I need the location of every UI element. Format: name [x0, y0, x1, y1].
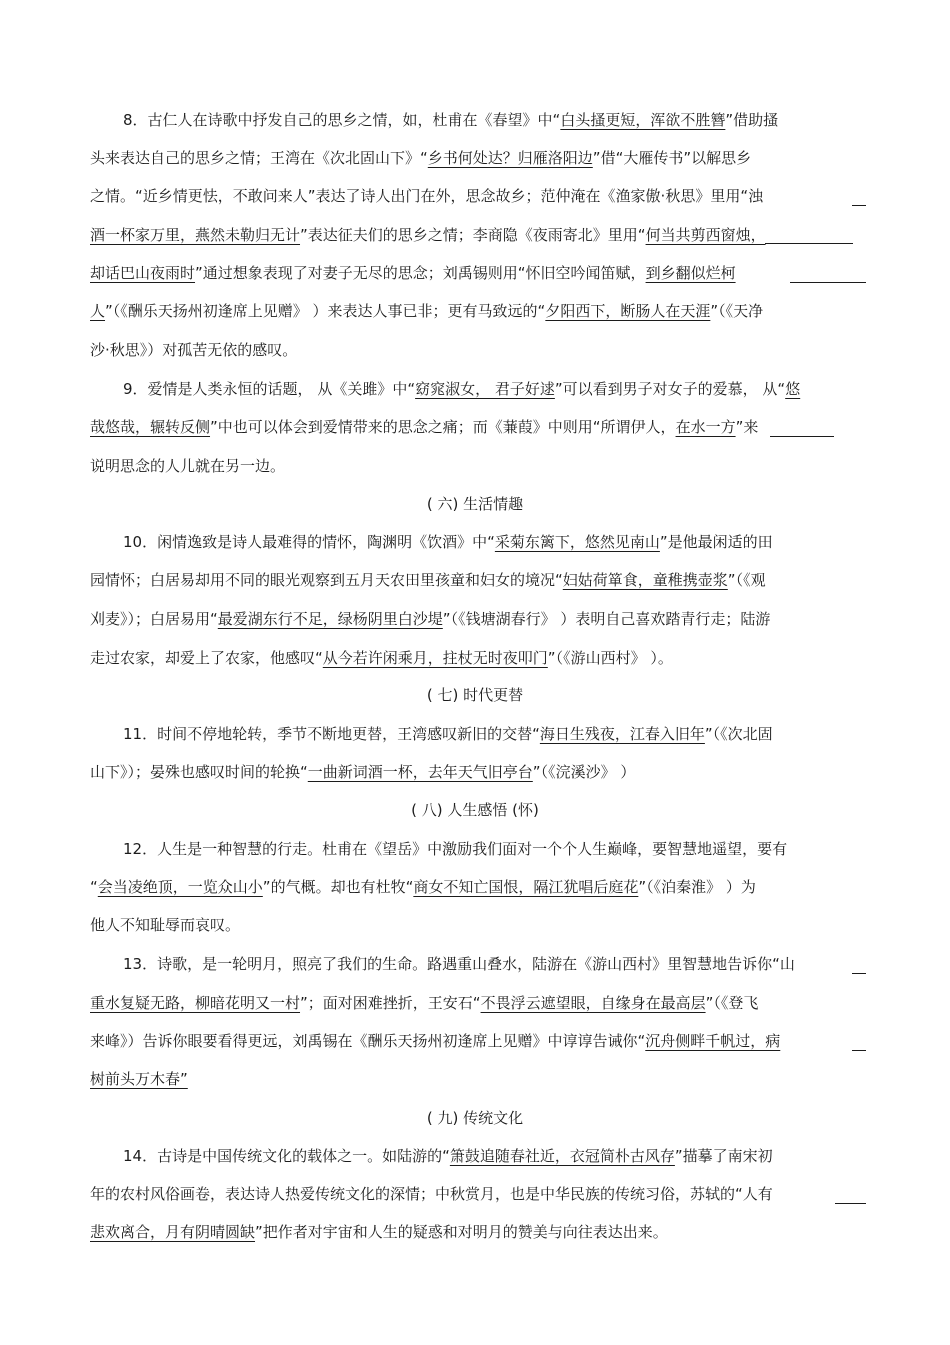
q8-line-1 [123, 110, 778, 130]
answer-text: 窈窕淑女， 君子好逑 [415, 380, 555, 398]
q12-text: 12．人生是一种智慧的行走。杜甫在《望岳》中激励我们面对一个个人生巅峰，要智慧地遥望，要有 [123, 840, 788, 858]
q8-text: ”借助搔 [725, 111, 779, 129]
q8-text: ”（《酬乐天扬州初逢席上见赠》 ）来表达人事已非；更有马致远的“ [105, 302, 546, 320]
section-heading-9: ( 九) 传统文化 [426, 1109, 524, 1127]
q14-text: ”把作者对宇宙和人生的疑惑和对明月的赞美与向往表达出来。 [255, 1223, 668, 1241]
q9-line-2 [90, 417, 758, 437]
answer-text: 妇姑荷箪食，童稚携壶浆 [562, 571, 728, 589]
q9-text: 说明思念的人儿就在另一边。 [90, 457, 286, 475]
answer-blank-line [790, 282, 866, 283]
q12-text: ”（《泊秦淮》 ）为 [638, 878, 756, 896]
answer-blank-line [770, 436, 834, 437]
q9-text: ”可以看到男子对女子的爱慕， 从“ [554, 380, 786, 398]
q8-line-4 [90, 225, 766, 245]
answer-blank-line [852, 1050, 866, 1051]
answer-text: 却话巴山夜雨时 [90, 264, 196, 282]
answer-text: 树前头万木春” [90, 1070, 188, 1088]
q8-text: ”表达征夫们的思乡之情；李商隐《夜雨寄北》里用“ [300, 226, 646, 244]
answer-text: 乡书何处达？归雁洛阳边 [427, 149, 593, 167]
answer-text: 悠 [785, 380, 801, 398]
q9-text: 9．爱情是人类永恒的话题， 从《关雎》中“ [123, 380, 416, 398]
answer-text: 何当共剪西窗烛， [645, 226, 766, 244]
q11-line-2 [90, 762, 635, 782]
answer-text: 采菊东篱下，悠然见南山 [494, 533, 660, 551]
answer-text: 海日生残夜，江春入旧年 [539, 725, 705, 743]
q12-line-1 [123, 839, 787, 859]
q10-text: ”（《钱塘湖春行》 ）表明自己喜欢踏青行走；陆游 [442, 610, 771, 628]
q10-line-1 [123, 532, 773, 552]
q10-text: 走过农家，却爱上了农家，他感叹“ [90, 649, 323, 667]
q9-line-1 [123, 379, 800, 399]
q8-line-7 [90, 340, 297, 360]
answer-text: 人 [90, 302, 106, 320]
q8-line-3 [90, 186, 763, 206]
answer-text: 夕阳西下，断肠人在天涯 [545, 302, 711, 320]
section-heading-6: ( 六) 生活情趣 [426, 495, 524, 513]
answer-blank-line [852, 973, 866, 974]
q10-text: ”（《观 [727, 571, 766, 589]
answer-text: 箫鼓追随春社近，衣冠简朴古风存 [449, 1147, 675, 1165]
q13-text: ”；面对困难挫折，王安石“ [300, 994, 481, 1012]
q9-text: ”中也可以体会到爱情带来的思念之痛；而《蒹葭》中则用“所谓伊人， [210, 418, 676, 436]
q11-text: 11．时间不停地轮转，季节不断地更替，王湾感叹新旧的交替“ [123, 725, 540, 743]
q8-line-2 [90, 148, 751, 168]
answer-text: 到乡翻似烂柯 [645, 264, 736, 282]
answer-text: 酒一杯家万里，燕然未勒归无计 [90, 226, 301, 244]
q13-line-4 [90, 1069, 188, 1089]
q10-text: 10．闲情逸致是诗人最难得的情怀，陶渊明《饮酒》中“ [123, 533, 495, 551]
answer-text: 沉舟侧畔千帆过，病 [645, 1032, 781, 1050]
q12-line-2 [90, 877, 756, 897]
q10-line-2 [90, 570, 766, 590]
q13-text: ”（《登飞 [705, 994, 759, 1012]
q11-text: ”（《次北固 [704, 725, 773, 743]
q8-text: ”通过想象表现了对妻子无尽的思念；刘禹锡则用“怀旧空吟闻笛赋， [195, 264, 646, 282]
answer-blank-line [765, 243, 853, 244]
section-heading-8: ( 八) 人生感悟 (怀) [411, 801, 539, 819]
answer-text: 商女不知亡国恨，隔江犹唱后庭花 [413, 878, 639, 896]
answer-blank-line [852, 205, 866, 206]
q12-text: ”的气概。却也有杜牧“ [262, 878, 414, 896]
q9-line-3 [90, 456, 285, 476]
q8-text: 沙·秋思》）对孤苦无依的感叹。 [90, 341, 298, 359]
q10-text: ”是他最闲适的田 [659, 533, 773, 551]
answer-text: 在水一方 [675, 418, 736, 436]
q11-line-1 [123, 724, 773, 744]
answer-text: 从今若许闲乘月，拄杖无时夜叩门 [322, 649, 548, 667]
answer-text: 白头搔更短，浑欲不胜簪 [560, 111, 726, 129]
answer-text: 悲欢离合，月有阴晴圆缺 [90, 1223, 256, 1241]
q13-line-1 [123, 954, 795, 974]
q13-text: 来峰》）告诉你眼要看得更远，刘禹锡在《酬乐天扬州初逢席上见赠》中谆谆告诫你“ [90, 1032, 646, 1050]
q10-text: 园情怀；白居易却用不同的眼光观察到五月天农田里孩童和妇女的境况“ [90, 571, 563, 589]
q12-text: “ [90, 878, 98, 896]
q10-line-4 [90, 648, 673, 668]
q11-text: ”（《浣溪沙》 ） [532, 763, 636, 781]
answer-blank-line [835, 1203, 866, 1204]
q10-text: ”（《游山西村》 ）。 [547, 649, 673, 667]
q14-line-2 [90, 1184, 773, 1204]
section-heading-7: ( 七) 时代更替 [426, 686, 524, 704]
q8-text: 之情。“近乡情更怯，不敢问来人”表达了诗人出门在外，思念故乡；范仲淹在《渔家傲·秋思》里用“浊 [90, 187, 764, 205]
q14-text: 年的农村风俗画卷，表达诗人热爱传统文化的深情；中秋赏月，也是中华民族的传统习俗，苏轼的“人有 [90, 1185, 773, 1203]
q8-text: ”借“大雁传书”以解思乡 [592, 149, 752, 167]
q13-line-2 [90, 993, 758, 1013]
q10-text: 刈麦》）；白居易用“ [90, 610, 218, 628]
q10-line-3 [90, 609, 770, 629]
answer-text: 最爱湖东行不足，绿杨阴里白沙堤 [217, 610, 443, 628]
q8-line-5 [90, 263, 736, 283]
q12-line-3 [90, 915, 240, 935]
answer-text: 哉悠哉，辗转反侧 [90, 418, 211, 436]
answer-text: 不畏浮云遮望眼，自缘身在最高层 [480, 994, 706, 1012]
q14-text: 14．古诗是中国传统文化的载体之一。如陆游的“ [123, 1147, 450, 1165]
q11-text: 山下》）；晏殊也感叹时间的轮换“ [90, 763, 308, 781]
q14-line-3 [90, 1222, 668, 1242]
q8-text: ”（《天净 [710, 302, 764, 320]
q8-text: 头来表达自己的思乡之情；王湾在《次北固山下》“ [90, 149, 428, 167]
answer-text: 会当凌绝顶，一览众山小 [97, 878, 263, 896]
answer-text: 一曲新词酒一杯，去年天气旧亭台 [307, 763, 533, 781]
q12-text: 他人不知耻辱而哀叹。 [90, 916, 241, 934]
q8-text: 8．古仁人在诗歌中抒发自己的思乡之情，如，杜甫在《春望》中“ [123, 111, 561, 129]
answer-text: 重水复疑无路，柳暗花明又一村 [90, 994, 301, 1012]
q9-text: ”来 [735, 418, 759, 436]
q14-line-1 [123, 1146, 773, 1166]
q8-line-6 [90, 301, 763, 321]
q13-line-3 [90, 1031, 780, 1051]
q13-text: 13．诗歌，是一轮明月，照亮了我们的生命。路遇重山叠水，陆游在《游山西村》里智慧地告诉你“山 [123, 955, 795, 973]
q14-text: ”描摹了南宋初 [674, 1147, 773, 1165]
